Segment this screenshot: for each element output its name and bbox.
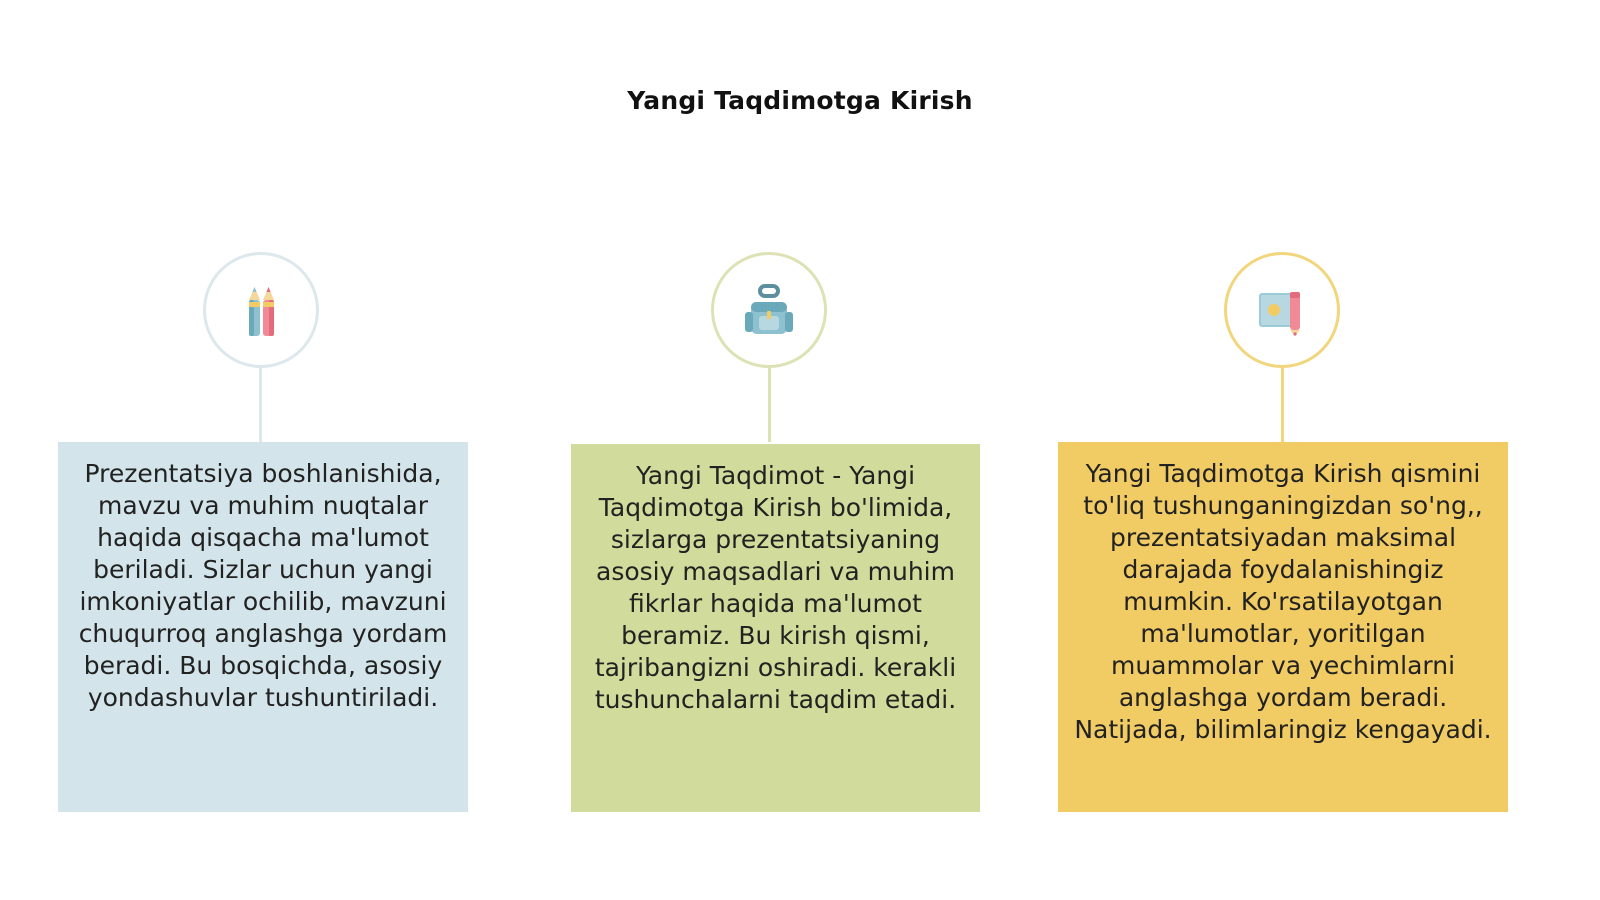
slide-title: Yangi Taqdimotga Kirish bbox=[627, 86, 973, 115]
icon-circle-3 bbox=[1224, 252, 1340, 368]
connector-line-1 bbox=[259, 368, 262, 442]
drawing-icon bbox=[1250, 278, 1314, 342]
icon-circle-1 bbox=[203, 252, 319, 368]
connector-line-2 bbox=[768, 368, 771, 442]
step-card-3 bbox=[1058, 442, 1508, 812]
connector-line-3 bbox=[1281, 368, 1284, 442]
step-card-1 bbox=[58, 442, 468, 812]
step-card-text: Prezentatsiya boshlanishida, mavzu va muhim nuqtalar haqida qisqacha ma'lumot beriladi. Sizlar uchun yangi imkoniyatlar ochilib, mavzuni chuqurroq anglashga yordam beradi. Bu bosqichda, asosiy yondashuvlar tushuntiriladi. bbox=[78, 459, 448, 712]
icon-circle-2 bbox=[711, 252, 827, 368]
backpack-icon bbox=[737, 278, 801, 342]
pencils-icon bbox=[231, 278, 291, 342]
step-card-2 bbox=[571, 444, 980, 812]
step-card-text: Yangi Taqdimot - Yangi Taqdimotga Kirish bo'limida, sizlarga prezentatsiyaning asosiy maqsadlari va muhim fikrlar haqida ma'lumot beramiz. Bu kirish qismi, tajribangizni oshiradi. kerakli tushunchalarni taqdim etadi. bbox=[594, 461, 957, 714]
step-card-text: Yangi Taqdimotga Kirish qismini to'liq tushunganingizdan so'ng,, prezentatsiyadan maksimal darajada foydalanishingiz mumkin. Ko'rsatilayotgan ma'lumotlar, yoritilgan muammolar va yechimlarni anglashga yordam beradi. Natijada, bilimlaringiz kengayadi. bbox=[1074, 459, 1492, 744]
